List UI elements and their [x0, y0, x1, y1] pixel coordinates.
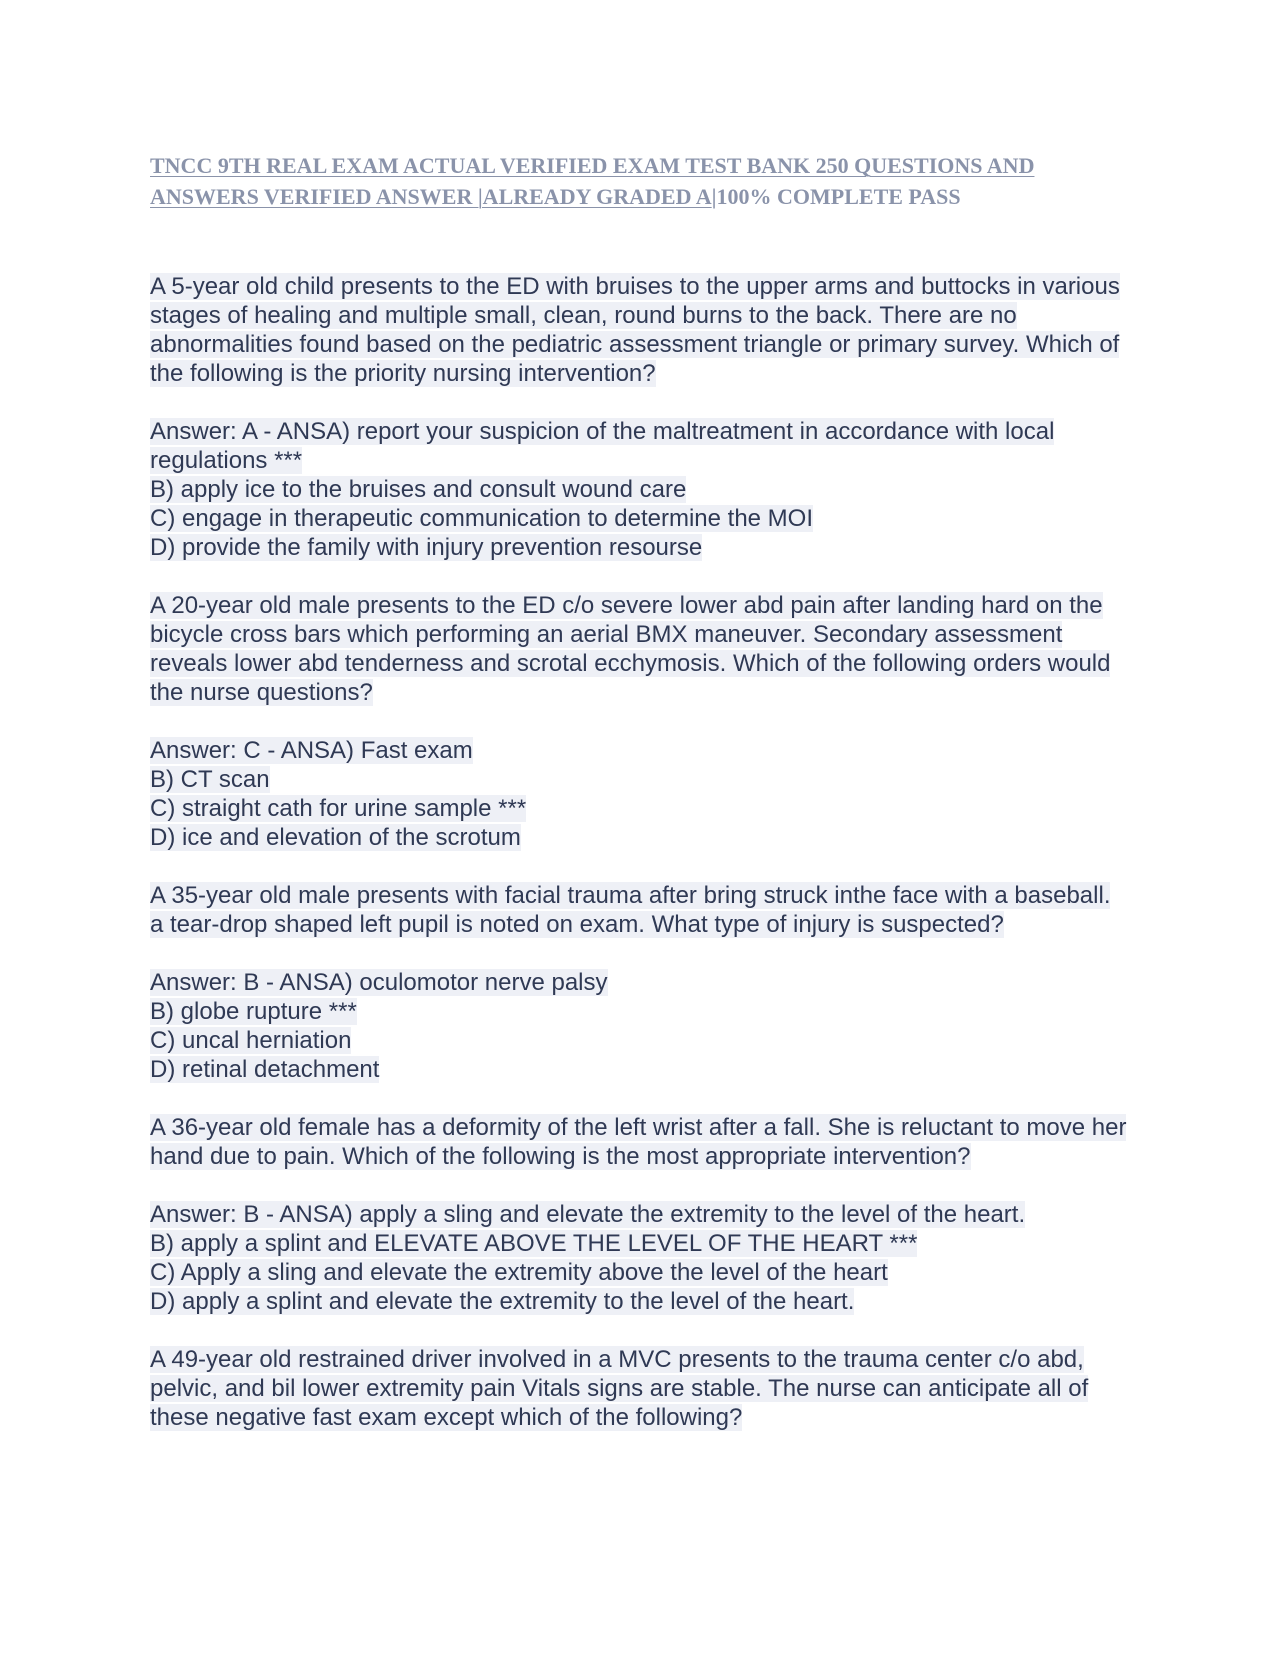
document-title-rest: |100% COMPLETE PASS	[711, 184, 961, 209]
option-line: D) provide the family with injury prevention resourse	[150, 534, 703, 561]
option-line: C) straight cath for urine sample ***	[150, 795, 527, 822]
answer-1	[150, 417, 1130, 562]
option-line: C) engage in therapeutic communication to determine the MOI	[150, 505, 814, 532]
answer-3	[150, 968, 1130, 1084]
option-line: C) uncal herniation	[150, 1027, 352, 1054]
question-1	[150, 272, 1130, 388]
question-2	[150, 591, 1130, 707]
question-list	[150, 272, 1130, 1432]
option-line: C) Apply a sling and elevate the extremity above the level of the heart	[150, 1259, 888, 1286]
question-text: A 36-year old female has a deformity of the left wrist after a fall. She is reluctant to move her hand due to pain. Which of the following is the most appropriate intervention?	[150, 1114, 1127, 1170]
answer-line: Answer: A - ANSA) report your suspicion of the maltreatment in accordance with local regulations ***	[150, 418, 1055, 474]
option-line: D) ice and elevation of the scrotum	[150, 824, 521, 851]
question-text: A 35-year old male presents with facial trauma after bring struck inthe face with a baseball. a tear-drop shaped left pupil is noted on exam. What type of injury is suspected?	[150, 882, 1111, 938]
document-title	[150, 150, 1130, 212]
option-line: B) apply a splint and ELEVATE ABOVE THE LEVEL OF THE HEART ***	[150, 1230, 918, 1257]
question-3	[150, 881, 1130, 939]
answer-line: Answer: B - ANSA) oculomotor nerve palsy	[150, 969, 608, 996]
question-5	[150, 1345, 1130, 1432]
answer-line: Answer: C - ANSA) Fast exam	[150, 737, 473, 764]
answer-4	[150, 1200, 1130, 1316]
question-text: A 20-year old male presents to the ED c/o severe lower abd pain after landing hard on the bicycle cross bars which performing an aerial BMX maneuver. Secondary assessment reveals lower abd tenderness and scrotal ecchymosis. Which of the following orders would the nurse questions?	[150, 592, 1111, 706]
option-line: D) retinal detachment	[150, 1056, 380, 1083]
document-title-underlined: TNCC 9TH REAL EXAM ACTUAL VERIFIED EXAM TEST BANK 250 QUESTIONS AND ANSWERS VERIFIED ANSWER |ALREADY GRADED A	[150, 153, 1035, 209]
option-line: B) globe rupture ***	[150, 998, 357, 1025]
document-page	[150, 150, 1130, 1461]
option-line: B) apply ice to the bruises and consult wound care	[150, 476, 687, 503]
option-line: B) CT scan	[150, 766, 270, 793]
option-line: D) apply a splint and elevate the extremity to the level of the heart.	[150, 1288, 855, 1315]
question-text: A 5-year old child presents to the ED with bruises to the upper arms and buttocks in various stages of healing and multiple small, clean, round burns to the back. There are no abnormalities found based on the pediatric assessment triangle or primary survey. Which of the following is the priority nursing intervention?	[150, 273, 1120, 387]
answer-line: Answer: B - ANSA) apply a sling and elevate the extremity to the level of the heart.	[150, 1201, 1026, 1228]
question-4	[150, 1113, 1130, 1171]
answer-2	[150, 736, 1130, 852]
question-text: A 49-year old restrained driver involved in a MVC presents to the trauma center c/o abd, pelvic, and bil lower extremity pain Vitals signs are stable. The nurse can anticipate all of these negative fast exam except which of the following?	[150, 1346, 1089, 1431]
